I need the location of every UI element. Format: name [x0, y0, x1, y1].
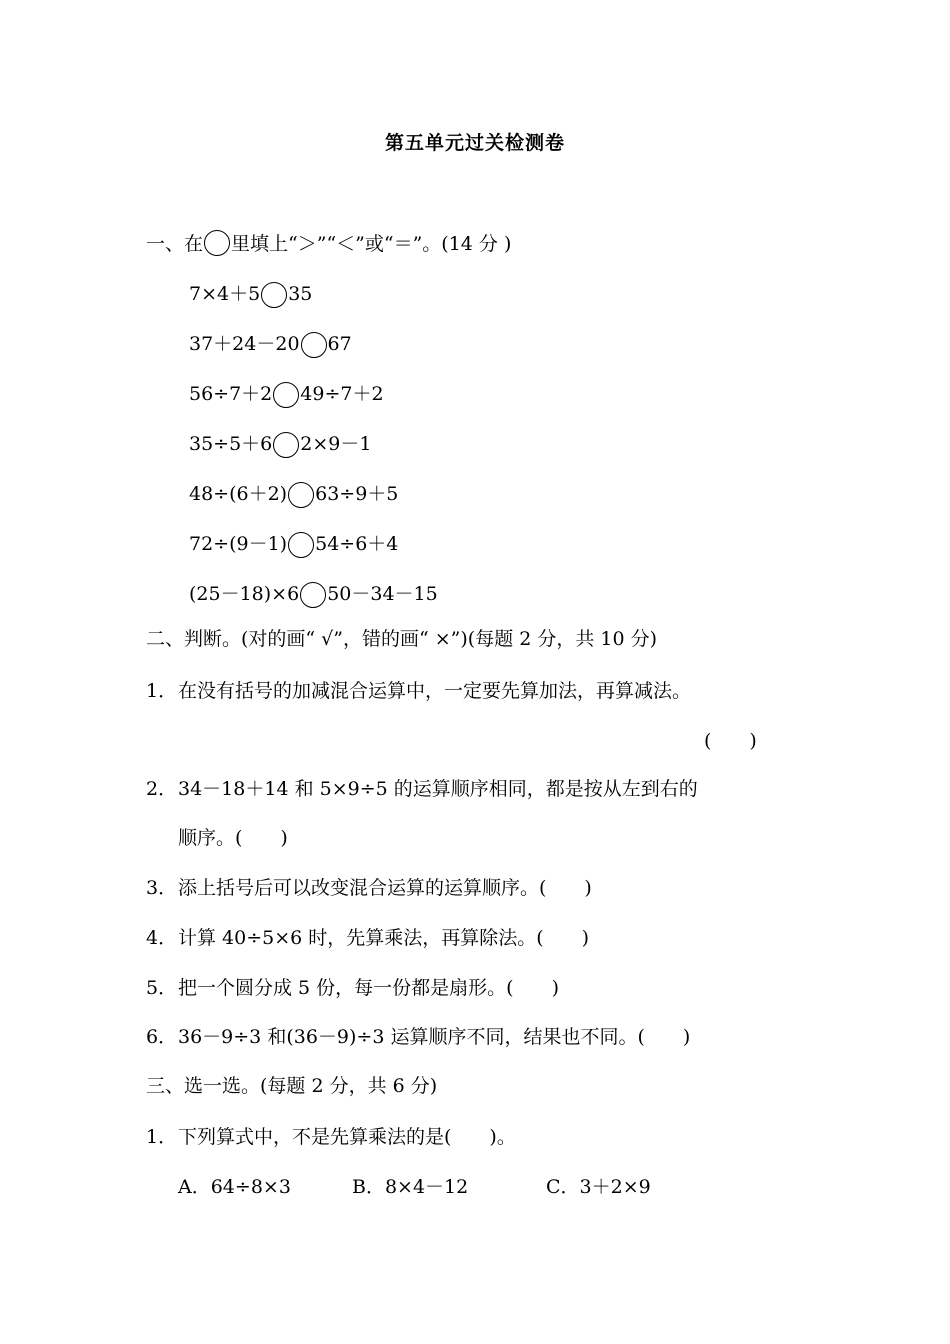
- question-text: 计算 40÷5×6 时，先算乘法，再算除法。( ): [178, 927, 590, 949]
- question-text: 34－18＋14 和 5×9÷5 的运算顺序相同，都是按从左到右的: [178, 778, 698, 800]
- question-number: 4．: [146, 927, 178, 949]
- answer-blank[interactable]: ( ): [704, 730, 757, 752]
- compare-left: 35÷5＋6: [189, 433, 273, 455]
- compare-right: 54÷6＋4: [315, 533, 399, 555]
- question-number: 3．: [146, 877, 178, 899]
- section1-header: [146, 230, 511, 258]
- option-a[interactable]: A．64÷8×3: [178, 1176, 291, 1198]
- compare-left: 37＋24－20: [189, 333, 300, 355]
- circle-blank-icon: [204, 230, 230, 256]
- option-c[interactable]: C．3＋2×9: [546, 1176, 651, 1198]
- compare-circle-blank[interactable]: [273, 382, 299, 408]
- compare-item: [189, 580, 438, 608]
- compare-circle-blank[interactable]: [301, 332, 327, 358]
- compare-left: 56÷7＋2: [189, 383, 273, 405]
- section2-header: 二、判断。(对的画“ √”，错的画“ ×”)(每题 2 分，共 10 分): [146, 628, 658, 650]
- compare-left: 72÷(9－1): [189, 533, 288, 555]
- compare-circle-blank[interactable]: [300, 582, 326, 608]
- compare-item: [189, 530, 398, 558]
- page-title: 第五单元过关检测卷: [384, 132, 565, 154]
- question-text: 下列算式中，不是先算乘法的是( )。: [178, 1126, 516, 1148]
- question-number: 1．: [146, 680, 178, 702]
- compare-right: 35: [288, 283, 313, 305]
- section1-suffix: 里填上“＞”“＜”或“＝”。(14 分 ): [231, 233, 512, 255]
- question-text: 在没有括号的加减混合运算中，一定要先算加法，再算减法。: [178, 680, 692, 702]
- compare-circle-blank[interactable]: [288, 482, 314, 508]
- question-number: 5．: [146, 977, 178, 999]
- question-number: 1．: [146, 1126, 178, 1148]
- compare-right: 63÷9＋5: [315, 483, 399, 505]
- compare-right: 2×9－1: [300, 433, 372, 455]
- compare-item: [189, 430, 371, 458]
- question-text: 添上括号后可以改变混合运算的运算顺序。( ): [178, 877, 592, 899]
- compare-item: [189, 480, 398, 508]
- compare-right: 67: [327, 333, 352, 355]
- compare-right: 49÷7＋2: [300, 383, 384, 405]
- question-number: 6．: [146, 1026, 178, 1048]
- compare-circle-blank[interactable]: [261, 282, 287, 308]
- question-text-cont: 顺序。( ): [178, 827, 288, 849]
- compare-item: [189, 380, 384, 408]
- section1-prefix: 一、在: [146, 233, 204, 255]
- compare-left: (25－18)×6: [189, 583, 300, 605]
- compare-right: 50－34－15: [327, 583, 438, 605]
- compare-circle-blank[interactable]: [273, 432, 299, 458]
- question-number: 2．: [146, 778, 178, 800]
- compare-item: [189, 280, 312, 308]
- compare-left: 48÷(6＋2): [189, 483, 288, 505]
- question-text: 36－9÷3 和(36－9)÷3 运算顺序不同，结果也不同。( ): [178, 1026, 691, 1048]
- section3-header: 三、选一选。(每题 2 分，共 6 分): [146, 1075, 438, 1097]
- compare-circle-blank[interactable]: [288, 532, 314, 558]
- compare-item: [189, 330, 352, 358]
- compare-left: 7×4＋5: [189, 283, 261, 305]
- question-text: 把一个圆分成 5 份，每一份都是扇形。( ): [178, 977, 559, 999]
- option-b[interactable]: B．8×4－12: [352, 1176, 469, 1198]
